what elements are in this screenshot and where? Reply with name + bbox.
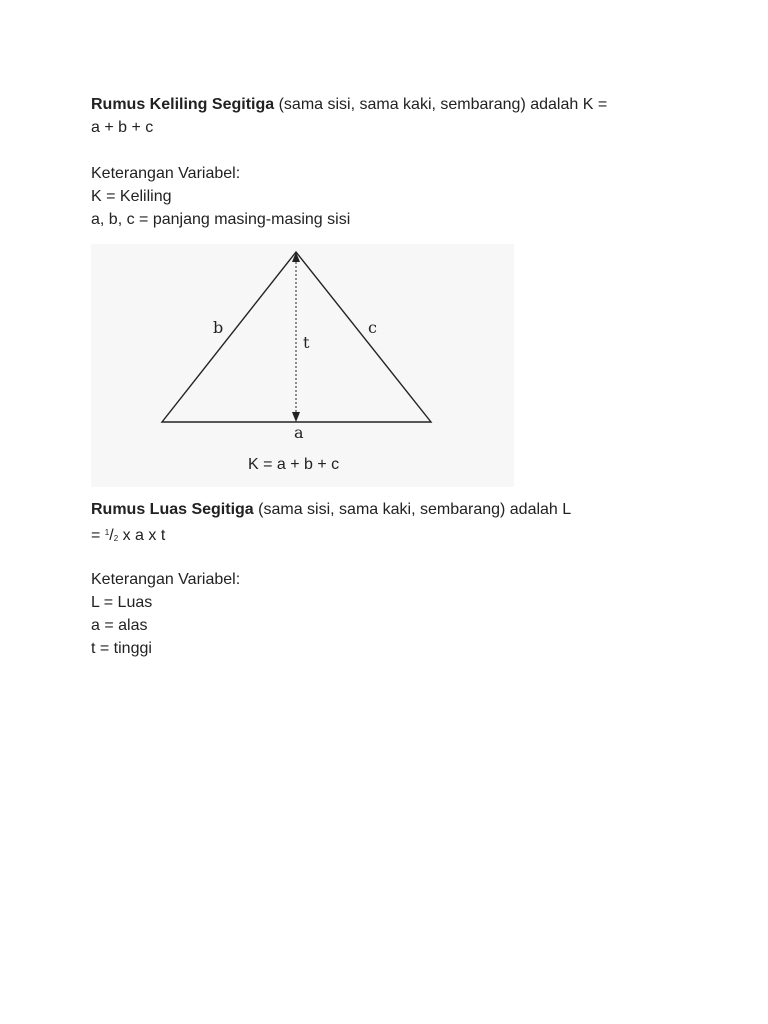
- triangle-figure: [91, 244, 514, 487]
- triangle-diagram: [91, 244, 514, 487]
- keliling-line-1: [91, 93, 691, 116]
- luas-keterangan-item: a = alas: [91, 617, 148, 634]
- triangle-shape: [162, 252, 431, 422]
- luas-formula-suffix: x a x t: [118, 527, 166, 544]
- keliling-figure-formula: K = a + b + c: [248, 456, 340, 473]
- luas-line-1: [91, 498, 691, 521]
- luas-title: Rumus Luas Segitiga: [91, 501, 254, 518]
- base-a-label: a: [294, 423, 304, 442]
- luas-formula-prefix: =: [91, 527, 105, 544]
- keliling-paragraph: [91, 93, 691, 139]
- luas-keterangan-heading: Keterangan Variabel:: [91, 571, 241, 588]
- keliling-keterangan: [91, 162, 691, 231]
- side-b-label: b: [213, 318, 224, 337]
- height-arrow-top: [292, 252, 300, 262]
- luas-formula: [91, 521, 691, 550]
- luas-paragraph: [91, 498, 691, 550]
- height-t-label: t: [303, 333, 310, 352]
- fraction-slash: /: [109, 527, 114, 544]
- luas-keterangan-item: L = Luas: [91, 594, 153, 611]
- height-arrow-bottom: [292, 412, 300, 422]
- luas-keterangan: [91, 568, 691, 660]
- fraction-numerator: 1: [104, 528, 110, 537]
- luas-description: (sama sisi, sama kaki, sembarang) adalah L: [253, 501, 572, 518]
- keliling-description: (sama sisi, sama kaki, sembarang) adalah K =: [274, 96, 608, 113]
- luas-keterangan-item: t = tinggi: [91, 640, 152, 657]
- keliling-formula: a + b + c: [91, 119, 154, 136]
- keliling-keterangan-item: a, b, c = panjang masing-masing sisi: [91, 211, 351, 228]
- fraction-denominator: 2: [113, 534, 119, 543]
- keliling-keterangan-item: K = Keliling: [91, 188, 172, 205]
- side-c-label: c: [368, 318, 377, 337]
- keliling-title: Rumus Keliling Segitiga: [91, 96, 275, 113]
- keliling-keterangan-heading: Keterangan Variabel:: [91, 165, 241, 182]
